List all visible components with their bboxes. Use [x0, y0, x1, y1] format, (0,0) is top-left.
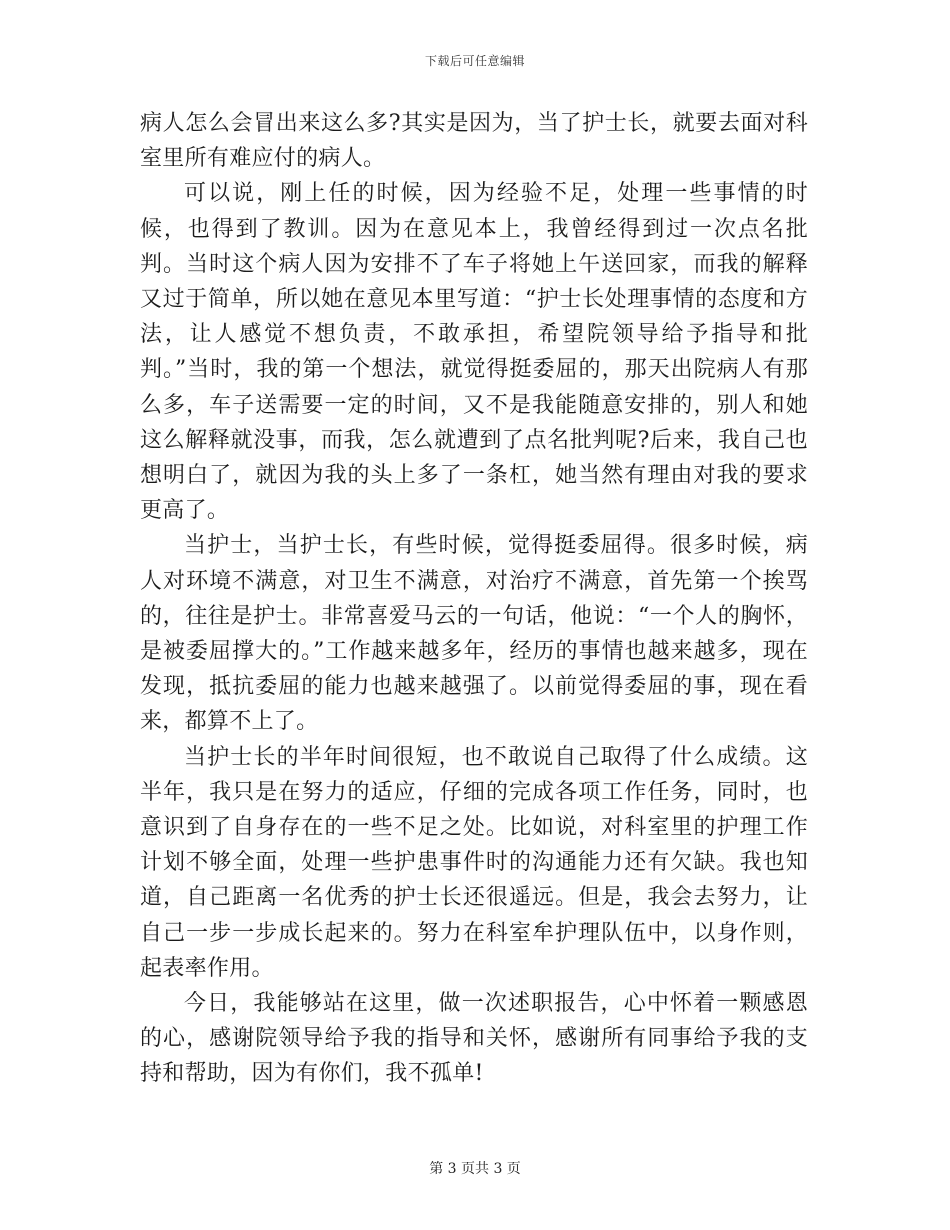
paragraph-criticism: 可以说，刚上任的时候，因为经验不足，处理一些事情的时候，也得到了教训。因为在意见本上，我曾经得到过一次点名批判。当时这个病人因为安排不了车子将她上午送回家，而我的解释又过于简单，所以她在意见本里写道：“护士长处理事情的态度和方法，让人感觉不想负责，不敢承担，希望院领导给予指导和批判。”当时，我的第一个想法，就觉得挺委屈的，那天出院病人有那么多，车子送需要一定的时间，又不是我能随意安排的，别人和她这么解释就没事，而我，怎么就遭到了点名批判呢?后来，我自己也想明白了，就因为我的头上多了一条杠，她当然有理由对我的要求更高了。: [140, 181, 808, 524]
page-footer: 第 3 页共 3 页: [429, 1161, 521, 1177]
document-body: [140, 106, 808, 1092]
page-header: 下载后可任意编辑: [424, 54, 525, 68]
paragraph-half-year: 当护士长的半年时间很短，也不敢说自己取得了什么成绩。这半年，我只是在努力的适应，仔细的完成各项工作任务，同时，也意识到了自身存在的一些不足之处。比如说，对科室里的护理工作计划不够全面，处理一些护患事件时的沟通能力还有欠缺。我也知道，自己距离一名优秀的护士长还很遥远。但是，我会去努力，让自己一步一步成长起来的。努力在科室牟护理队伍中，以身作则，起表率作用。: [140, 744, 808, 981]
paragraph-grievance: 当护士，当护士长，有些时候，觉得挺委屈得。很多时候，病人对环境不满意，对卫生不满意，对治疗不满意，首先第一个挨骂的，往往是护士。非常喜爱马云的一句话，他说：“一个人的胸怀，是被委屈撑大的。”工作越来越多年，经历的事情也越来越多，现在发现，抵抗委屈的能力也越来越强了。以前觉得委屈的事，现在看来，都算不上了。: [140, 533, 808, 735]
paragraph-gratitude: 今日，我能够站在这里，做一次述职报告，心中怀着一颗感恩的心，感谢院领导给予我的指导和关怀，感谢所有同事给予我的支持和帮助，因为有你们，我不孤单!: [140, 991, 808, 1087]
paragraph-continuation: 病人怎么会冒出来这么多?其实是因为，当了护士长，就要去面对科室里所有难应付的病人。: [140, 111, 808, 172]
